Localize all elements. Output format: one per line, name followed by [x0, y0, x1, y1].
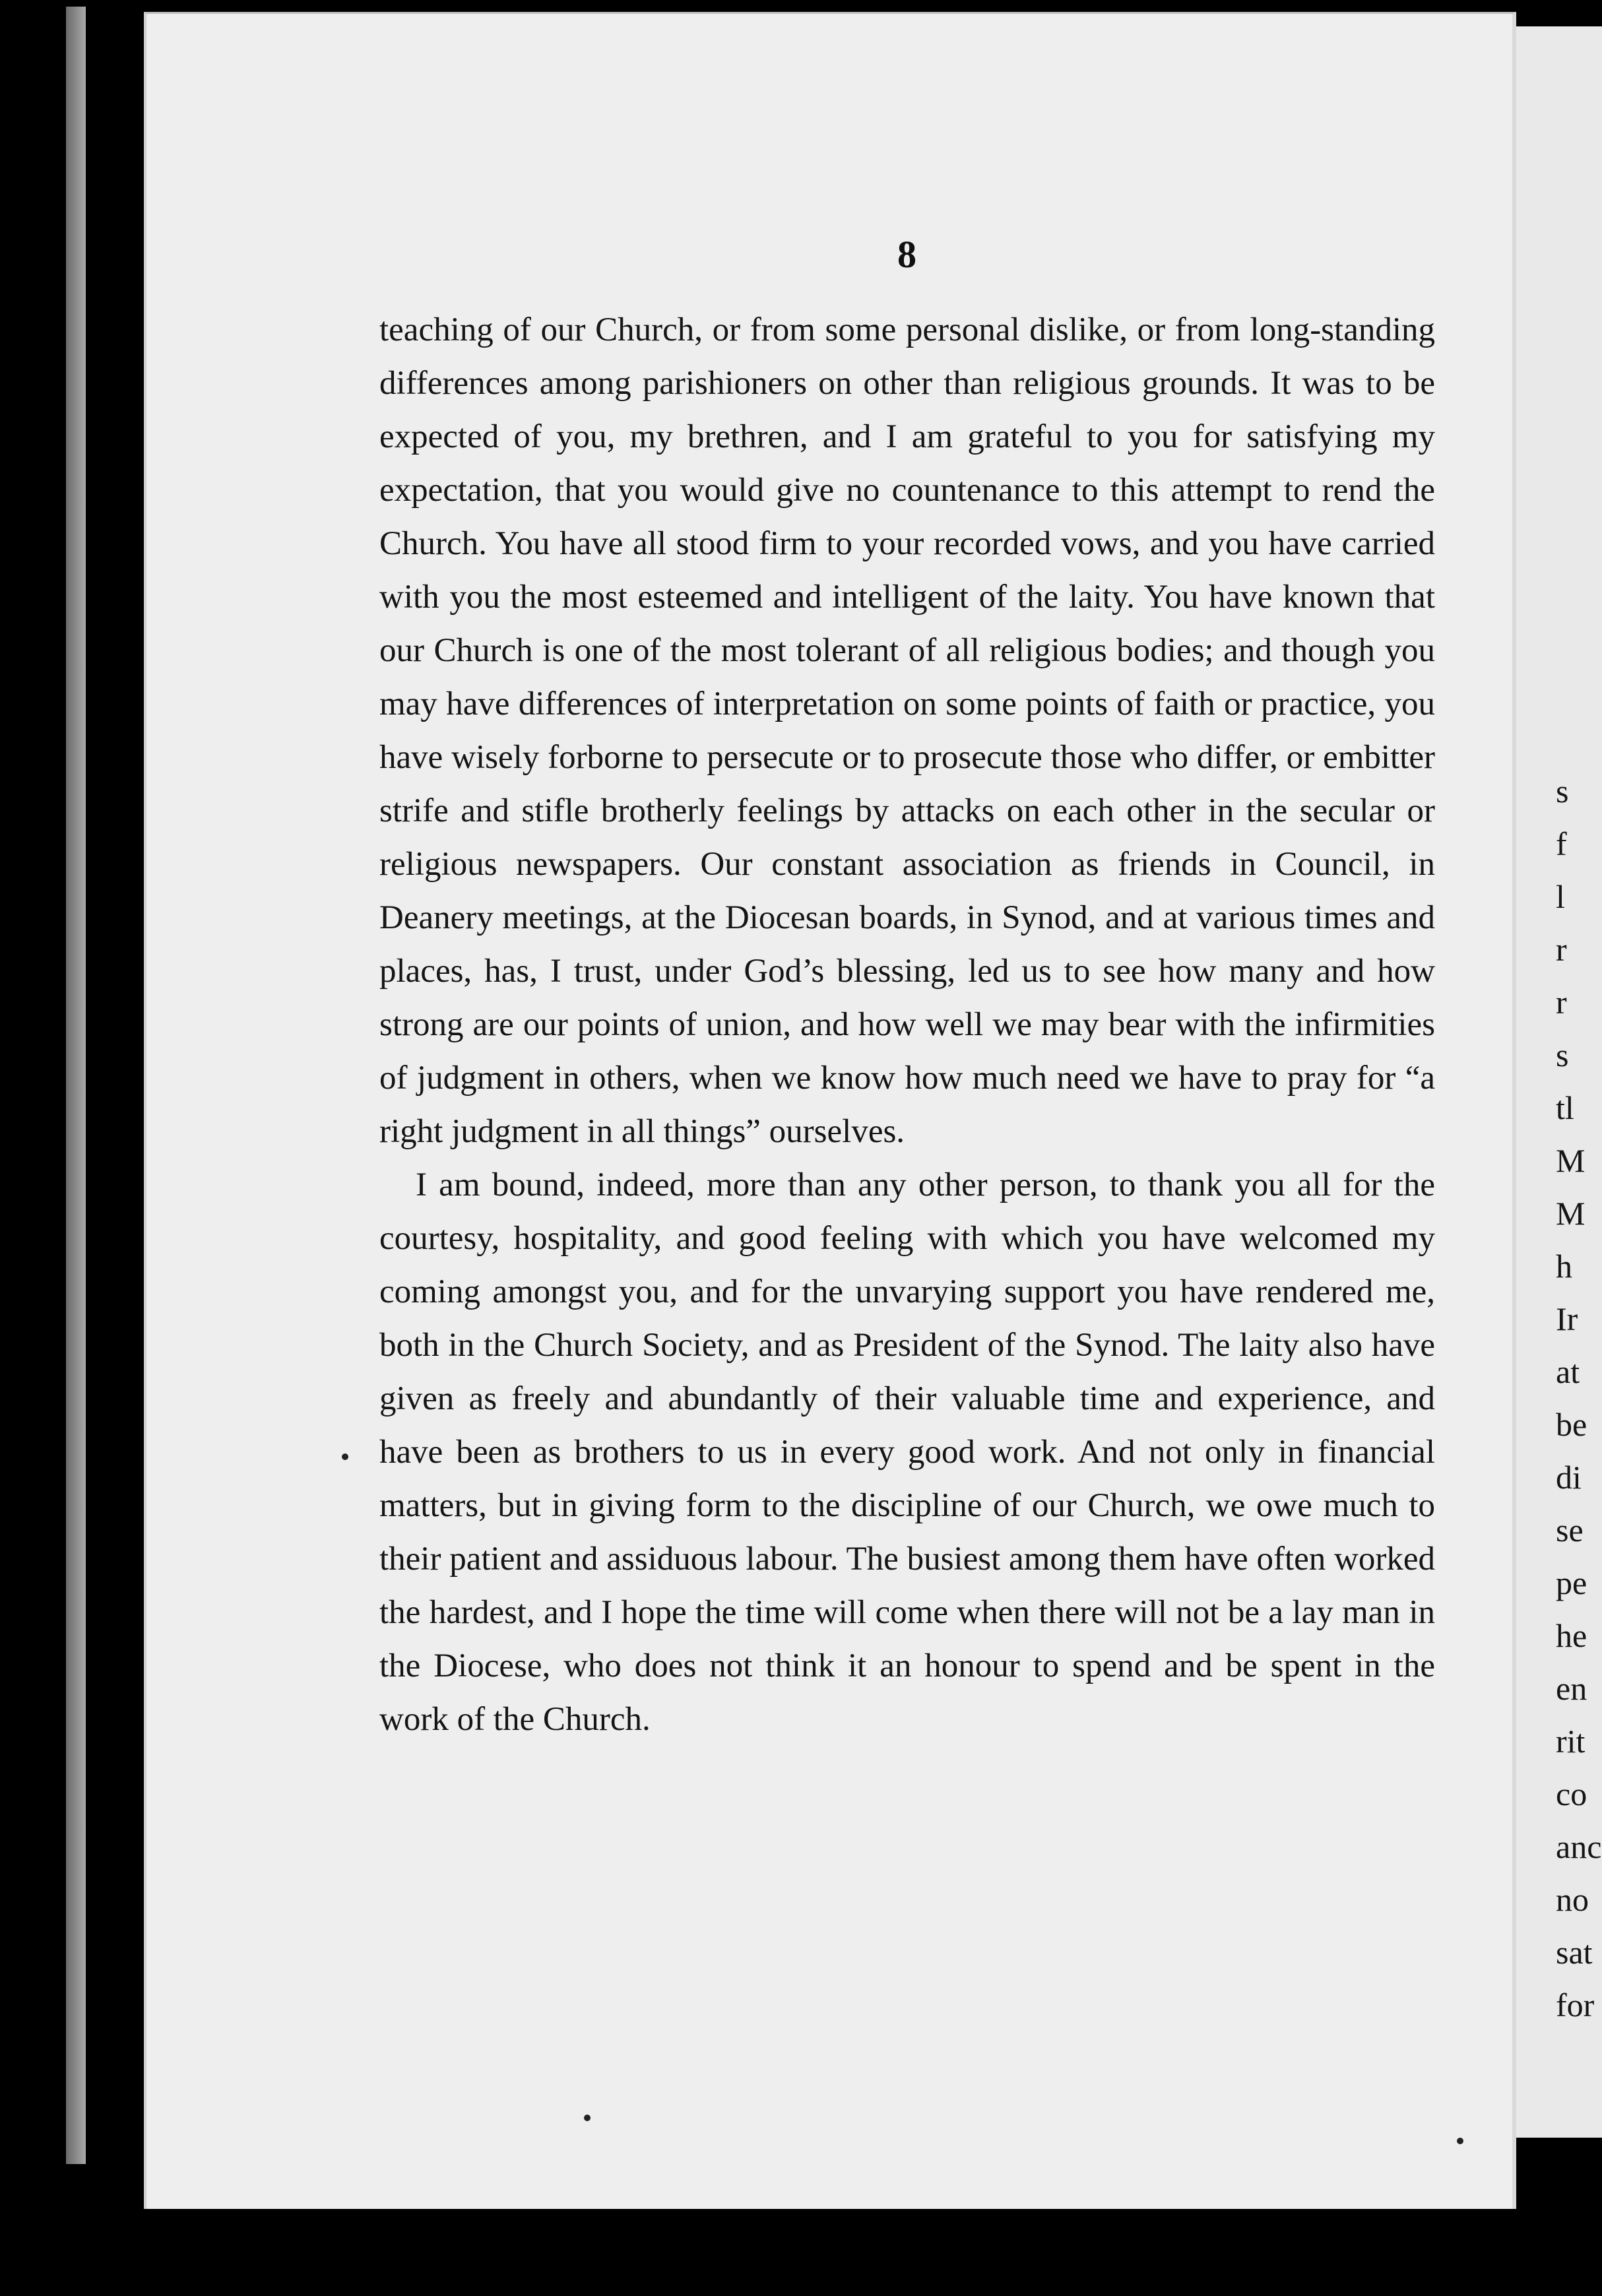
next-page-fragment: se: [1556, 1512, 1584, 1548]
next-page-fragment: he: [1556, 1617, 1587, 1654]
next-page-fragment: s: [1556, 1036, 1569, 1073]
speck-mark: [1457, 2138, 1463, 2144]
next-page-fragment: r: [1556, 984, 1567, 1021]
next-page-fragment: en: [1556, 1670, 1587, 1707]
next-page-fragment: M: [1556, 1195, 1586, 1232]
next-page-fragment: di: [1556, 1459, 1582, 1496]
next-page-fragment: h: [1556, 1248, 1572, 1285]
next-page-fragment: M: [1556, 1142, 1586, 1179]
paragraph-2: I am bound, indeed, more than any other person, to thank you all for the courtesy, hospitality, and good feeling with which you have welcomed my coming amongst you, and for the unvarying support you have rendered me, both in the Church Society, and as President of the Synod. The laity also have given as freely and abundantly of their valuable time and experience, and have been as brothers to us in every good work. And not only in financial matters, but in giving form to the discipline of our Church, we owe much to their patient and assiduous labour. The busiest among them have often worked the hardest, and I hope the time will come when there will not be a lay man in the Diocese, who does not think it an honour to spend and be spent in the work of the Church.: [379, 1166, 1435, 1738]
next-page-fragment: rit: [1556, 1723, 1586, 1760]
next-page-fragment: for: [1556, 1987, 1595, 2024]
next-page-fragment: r: [1556, 931, 1567, 968]
next-page-fragment: tl: [1556, 1089, 1574, 1126]
next-page-fragment: at: [1556, 1353, 1580, 1390]
next-page-fragment: pe: [1556, 1564, 1587, 1601]
page-edge-shadow: [66, 7, 86, 2164]
next-page-fragment: s: [1556, 773, 1569, 810]
next-page-fragment: l: [1556, 878, 1565, 915]
next-page-fragment: be: [1556, 1406, 1587, 1443]
next-page-edge: [1516, 26, 1602, 2138]
next-page-fragment: co: [1556, 1775, 1587, 1812]
next-page-fragment: f: [1556, 825, 1567, 862]
page-body-text: [379, 303, 1435, 1746]
next-page-fragment: sat: [1556, 1934, 1593, 1971]
page-number: 8: [897, 233, 916, 276]
paragraph-1: teaching of our Church, or from some personal dislike, or from long-standing differences among parishioners on other than religious grounds. It was to be expected of you, my brethren, and I am grateful to you for satisfying my expectation, that you would give no countenance to this attempt to rend the Church. You have all stood firm to your recorded vows, and you have carried with you the most esteemed and intelligent of the laity. You have known that our Church is one of the most tolerant of all religious bodies; and though you may have differences of interpretation on some points of faith or practice, you have wisely forborne to persecute or to prosecute those who differ, or embitter strife and stifle brotherly feelings by attacks on each other in the secular or religious newspapers. Our constant association as friends in Council, in Deanery meetings, at the Diocesan boards, in Synod, and at various times and places, has, I trust, under God’s blessing, led us to see how many and how strong are our points of union, and how well we may bear with the infirmities of judgment in others, when we know how much need we have to pray for “a right judgment in all things” ourselves.: [379, 311, 1435, 1150]
speck-mark: [584, 2115, 591, 2121]
next-page-fragment: Ir: [1556, 1300, 1578, 1337]
next-page-fragment: anc: [1556, 1828, 1602, 1865]
next-page-fragment: no: [1556, 1881, 1589, 1918]
speck-mark: [342, 1453, 348, 1460]
